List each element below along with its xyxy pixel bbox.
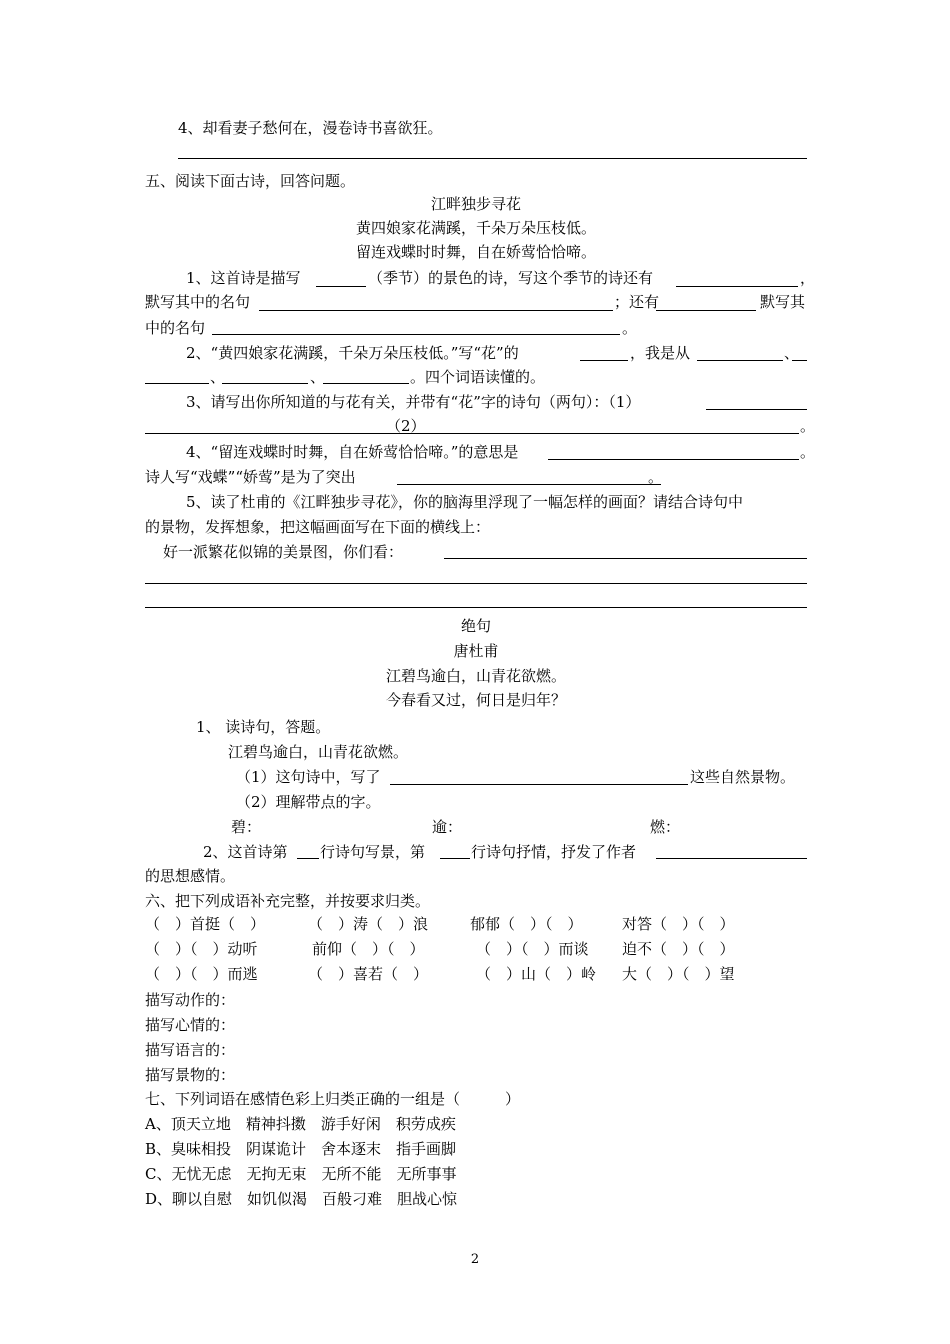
poem-item-4: 4、却看妻子愁何在，漫卷诗书喜欲狂。: [178, 119, 443, 137]
category-label: 描写动作的：: [145, 991, 236, 1009]
category-label: 描写语言的：: [145, 1041, 236, 1059]
answer-blank[interactable]: [390, 784, 688, 785]
q5-text: 的景物，发挥想象，把这幅画面写在下面的横线上：: [145, 518, 491, 536]
char-yu: 逾：: [432, 818, 463, 836]
answer-blank[interactable]: [323, 383, 409, 384]
q1-text: 中的名句: [145, 319, 206, 337]
section6-heading: 六、把下列成语补充完整，并按要求归类。: [145, 892, 431, 910]
answer-line[interactable]: [444, 558, 807, 559]
answer-blank[interactable]: [397, 484, 661, 485]
q2-text: ，我是从: [630, 344, 691, 362]
option-c[interactable]: C、无忧无虑 无拘无束 无所不能 无所事事: [145, 1165, 457, 1183]
q2-text: 、: [784, 344, 800, 362]
idiom-item: 大（ ）（ ）望: [622, 965, 735, 983]
answer-blank[interactable]: [222, 383, 308, 384]
idiom-item: 郁郁（ ）（ ）: [470, 915, 583, 933]
answer-blank[interactable]: [792, 360, 807, 361]
answer-blank[interactable]: [580, 360, 628, 361]
idiom-item: 前仰（ ）（ ）: [312, 940, 425, 958]
jueju-q1-line: 江碧鸟逾白，山青花欲燃。: [228, 743, 409, 761]
idiom-item: （ ）喜若（ ）: [308, 965, 429, 983]
poem-line: 今春看又过，何日是归年？: [385, 691, 566, 709]
answer-blank[interactable]: [212, 334, 620, 335]
q4-text: 4、“留连戏蝶时时舞，自在娇莺恰恰啼。”的意思是: [186, 443, 519, 461]
answer-line[interactable]: [178, 158, 807, 159]
jueju-q1-1: （1）这句诗中，写了: [236, 768, 381, 786]
q1-text: 。: [622, 319, 638, 337]
answer-blank[interactable]: [297, 858, 319, 859]
section5-heading: 五、阅读下面古诗，回答问题。: [145, 172, 356, 190]
idiom-item: （ ）首挺（ ）: [145, 915, 266, 933]
idiom-item: （ ）（ ）动听: [145, 940, 258, 958]
idiom-item: 对答（ ）（ ）: [622, 915, 735, 933]
q3-text: （2）: [386, 417, 426, 435]
answer-blank[interactable]: [145, 383, 209, 384]
answer-line[interactable]: [145, 607, 807, 608]
answer-blank[interactable]: [145, 433, 799, 434]
q4-text: 诗人写“戏蝶”“娇莺”是为了突出: [145, 468, 356, 486]
q1-text: ，: [800, 269, 816, 287]
q5-text: 好一派繁花似锦的美景图，你们看：: [163, 543, 404, 561]
idiom-item: （ ）（ ）而逃: [145, 965, 258, 983]
q2-text: 。四个词语读懂的。: [410, 368, 546, 386]
poem-line: 黄四娘家花满蹊，千朵万朵压枝低。: [355, 219, 596, 237]
char-bi: 碧：: [231, 818, 262, 836]
category-label: 描写景物的：: [145, 1066, 236, 1084]
page-number: 2: [470, 1252, 480, 1267]
q1-text: 1、这首诗是描写: [186, 269, 301, 287]
answer-blank[interactable]: [656, 858, 807, 859]
jueju-q1-1: 这些自然景物。: [690, 768, 796, 786]
poem-title: 江畔独步寻花: [430, 195, 521, 213]
q1-text: （季节）的景色的诗，写这个季节的诗还有: [368, 269, 654, 287]
char-ran: 燃：: [650, 818, 681, 836]
poem-line: 江碧鸟逾白，山青花欲燃。: [385, 667, 566, 685]
option-b[interactable]: B、臭味相投 阴谋诡计 舍本逐末 指手画脚: [145, 1140, 457, 1158]
poem-title: 绝句: [460, 617, 491, 635]
poem-author: 唐杜甫: [453, 642, 499, 660]
option-a[interactable]: A、顶天立地 精神抖擞 游手好闲 积劳成疾: [145, 1115, 456, 1133]
jueju-q1-2: （2）理解带点的字。: [236, 793, 381, 811]
category-label: 描写心情的：: [145, 1016, 236, 1034]
answer-blank[interactable]: [316, 286, 366, 287]
poem-line: 留连戏蝶时时舞，自在娇莺恰恰啼。: [355, 243, 596, 261]
idiom-item: 迫不（ ）（ ）: [622, 940, 735, 958]
answer-blank[interactable]: [697, 360, 783, 361]
q1-text: ；还有: [614, 293, 660, 311]
answer-blank[interactable]: [706, 409, 807, 410]
jueju-q2: 行诗句写景，第: [320, 843, 426, 861]
answer-blank[interactable]: [676, 286, 798, 287]
q1-text: 默写其中的名句: [145, 293, 251, 311]
answer-blank[interactable]: [548, 459, 799, 460]
section7-heading: 七、下列词语在感情色彩上归类正确的一组是（ ）: [145, 1090, 521, 1108]
answer-blank[interactable]: [440, 858, 470, 859]
q2-text: 2、“黄四娘家花满蹊，千朵万朵压枝低。”写“花”的: [186, 344, 519, 362]
answer-line[interactable]: [145, 583, 807, 584]
idiom-item: （ ）山（ ）岭: [476, 965, 597, 983]
answer-blank[interactable]: [259, 310, 613, 311]
q5-text: 5、读了杜甫的《江畔独步寻花》，你的脑海里浮现了一幅怎样的画面？请结合诗句中: [186, 493, 744, 511]
answer-blank[interactable]: [656, 310, 756, 311]
idiom-item: （ ）（ ）而谈: [476, 940, 589, 958]
q2-text: 、: [210, 368, 226, 386]
q4-text: 。: [800, 443, 816, 461]
idiom-item: （ ）涛（ ）浪: [308, 915, 429, 933]
jueju-q2: 2、这首诗第: [203, 843, 288, 861]
jueju-q2: 的思想感情。: [145, 867, 236, 885]
option-d[interactable]: D、聊以自慰 如饥似渴 百般刁难 胆战心惊: [145, 1190, 458, 1208]
q1-text: 默写其: [760, 293, 806, 311]
q2-text: 、: [310, 368, 326, 386]
jueju-q1: 1、 读诗句，答题。: [196, 718, 331, 736]
jueju-q2: 行诗句抒情，抒发了作者: [471, 843, 637, 861]
q3-text: 。: [800, 417, 816, 435]
q3-text: 3、请写出你所知道的与花有关，并带有“花”字的诗句（两句）：（1）: [186, 393, 641, 411]
q4-text: 。: [648, 468, 664, 486]
